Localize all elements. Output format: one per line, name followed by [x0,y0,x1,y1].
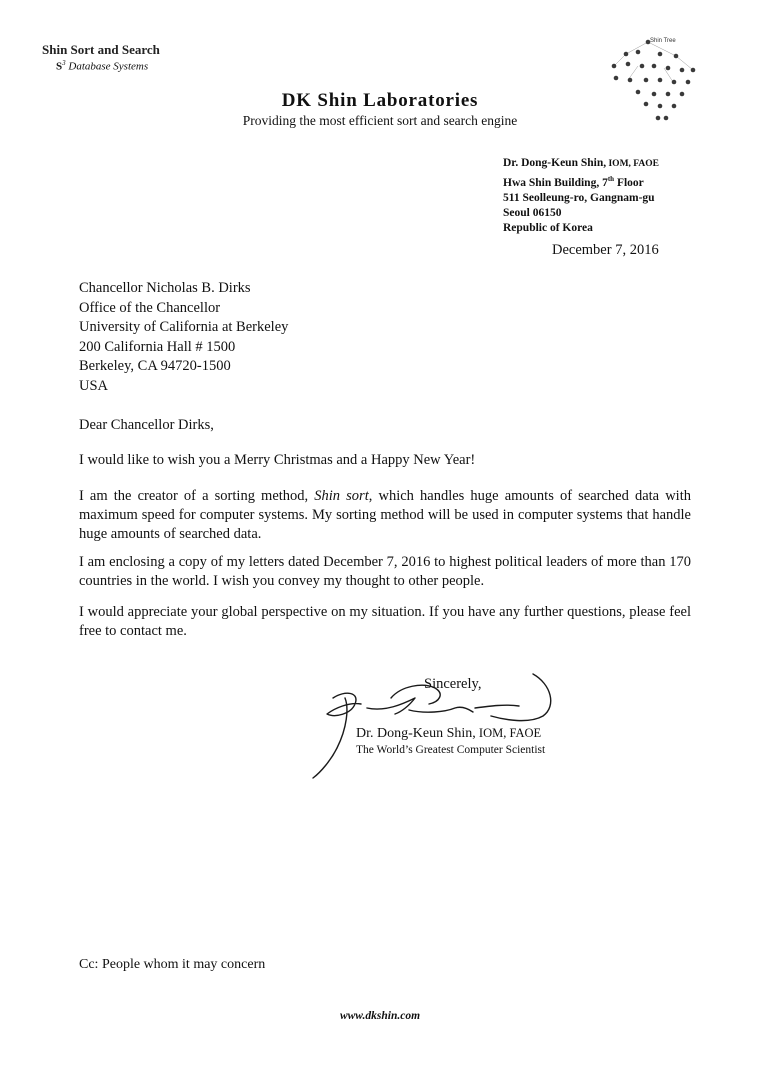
brand-subtitle [56,59,160,73]
brand-name: Shin Sort and Search [42,42,160,57]
salutation: Dear Chancellor Dirks, [79,417,214,433]
sender-building-sup: th [607,175,615,183]
letter-date: December 7, 2016 [552,242,659,258]
sender-building-line [503,172,659,191]
signer-title: The World’s Greatest Computer Scientist [356,744,546,756]
paragraph-enclosure: I am enclosing a copy of my letters dated December 7, 2016 to highest political leaders of more than 170 countries in the world. I wish you convey my thought to other people. [79,554,691,589]
cc-line: Cc: People whom it may concern [79,957,266,972]
recipient-line: 200 California Hall # 1500 [79,338,236,355]
shin-tree-logo [598,32,718,132]
recipient-line: Berkeley, CA 94720-1500 [79,358,231,374]
paragraph-greeting: I would like to wish you a Merry Christmas and a Happy New Year! [79,452,476,468]
signer-suffix: IOM, FAOE [475,726,542,740]
sender-name-suffix: IOM, FAOE [606,159,659,169]
brand-block [42,42,160,73]
shin-sort-term: Shin sort [314,488,369,504]
p2-before: I am the creator of a sorting method, [79,488,315,504]
recipient-line: University of California at Berkeley [79,319,289,335]
recipient-address [79,279,288,396]
paragraph-contact: I would appreciate your global perspective on my situation. If you have any further questions, please feel free to contact me. [79,604,691,639]
brand-sub-sup: 3 [62,59,66,67]
recipient-line: USA [79,377,109,394]
lab-title: DK Shin Laboratories [281,90,479,111]
brand-sub-prefix: S [56,60,63,73]
sender-address [503,156,659,236]
footer-url: www.dkshin.com [339,1010,421,1022]
signer-name: Dr. Dong-Keun Shin, [356,726,476,741]
brand-sub-text: Database Systems [65,60,149,73]
sender-name-line [503,156,659,172]
valediction: Sincerely, [424,676,482,692]
logo-caption: Shin Tree [650,38,676,44]
sender-city: Seoul 06150 [503,206,562,219]
recipient-line: Chancellor Nicholas B. Dirks [79,280,251,296]
sender-country: Republic of Korea [503,221,593,234]
sender-street: 511 Seolleung-ro, Gangnam-gu [503,191,655,204]
lab-tagline: Providing the most efficient sort and search engine [242,113,518,128]
recipient-line: Office of the Chancellor [79,299,221,316]
sender-building-suffix: Floor [614,176,644,189]
sender-name: Dr. Dong-Keun Shin, [503,157,607,169]
paragraph-shin-sort [79,487,691,544]
p2-after: , which handles huge amounts of searched data with maximum speed for computer systems. My sorting method will be used in computer systems that handle huge amounts of searched data. [79,488,691,542]
sender-building: Hwa Shin Building, 7 [503,176,608,189]
shin-tree-icon [598,32,718,132]
signer-name-line [356,726,541,742]
